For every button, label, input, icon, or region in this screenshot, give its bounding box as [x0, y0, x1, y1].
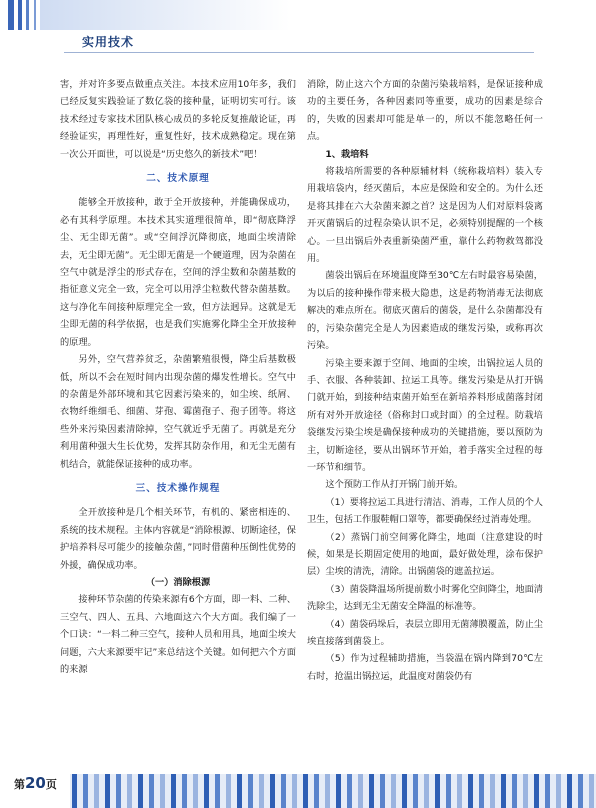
bottom-stripe: [160, 774, 165, 808]
bottom-stripe: [138, 774, 143, 808]
bottom-stripe: [358, 774, 363, 808]
paragraph: 消除，防止这六个方面的杂菌污染栽培料，是保证接种成功的主要任务，各种因素同等重要，成功的因素是综合的，失败的因素却可能是单一的，所以不能忽略任何一点。: [307, 79, 543, 143]
paragraph: （4）菌袋码垛后，表层立即用无菌薄膜覆盖，防止尘埃直接落到菌袋上。: [307, 618, 543, 647]
bottom-stripe: [127, 774, 132, 808]
paragraph: （5）作为过程辅助措施，当袋温在锅内降到70℃左右时，抢温出锅拉运，此温度对菌袋仍有: [307, 653, 543, 682]
bottom-stripe: [105, 774, 110, 808]
bottom-stripe: [380, 774, 385, 808]
bottom-stripe: [292, 774, 297, 808]
paragraph: 另外，空气营养贫乏，杂菌繁殖很慢，降尘后基数极低，所以不会在短时间内出现杂菌的爆发性增长。空气中的杂菌是外部环境和其它因素污染来的，如尘埃、纸屑、衣物纤维细毛、细菌、芽孢、霉菌孢子、孢子团等。将这些外来污染因素清除掉，空气就近乎无菌了。再就是充分利用菌种强大生长优势，发挥其防杂作用，和无尘无菌有机结合，就能保证接种的成功率。: [60, 354, 296, 470]
bottom-stripe: [501, 774, 506, 808]
paragraph: （1）要将拉运工具进行清洁、消毒，工作人员的个人卫生，包括工作服鞋帽口罩等，都要确保经过消毒处理。: [307, 496, 543, 526]
page-number: 20: [25, 774, 46, 792]
paragraph: （2）蒸锅门前空间雾化降尘，地面（注意建设的时候，如果是长期固定使用的地面，最好做处理，涂布保护层）尘埃的清洗，清除。出锅菌袋的遮盖拉运。: [307, 531, 543, 578]
bottom-stripe: [116, 774, 121, 808]
bottom-stripe: [534, 774, 539, 808]
bottom-stripe: [490, 774, 495, 808]
decor-stripe: [26, 0, 29, 30]
bottom-stripe: [589, 774, 594, 808]
bottom-stripe: [204, 774, 209, 808]
bottom-stripe: [325, 774, 330, 808]
bottom-stripe: [578, 774, 583, 808]
bottom-stripe: [94, 774, 99, 808]
subsection-heading: 1、栽培料: [325, 148, 369, 160]
bottom-stripe: [248, 774, 253, 808]
bottom-stripe: [512, 774, 517, 808]
bottom-stripe: [193, 774, 198, 808]
section-header-title: 实用技术: [82, 35, 135, 49]
bottom-stripe: [556, 774, 561, 808]
bottom-stripe: [468, 774, 473, 808]
bottom-stripe: [83, 774, 88, 808]
bottom-stripe: [545, 774, 550, 808]
paragraph: 将栽培所需要的各种原辅材料（统称栽培料）装入专用栽培袋内，经灭菌后，本应是保险和安全的。为什么还是将其排在六大杂菌来源之首？这是因为人们对原料袋离开灭菌锅后的过程杂染认识不足，必须特别提醒的一个核心。一旦出锅后外表重新染菌严重，靠什么药物救驾都没用。: [307, 166, 543, 265]
section-heading: 二、技术原理: [146, 173, 210, 185]
bottom-stripe: [424, 774, 429, 808]
bottom-stripe: [391, 774, 396, 808]
paragraph: 全开放接种是几个相关环节，有机的、紧密相连的、系统的技术规程。主体内容就是“消除根源、切断途径，保护培养料尽可能少的接触杂菌，”同时借菌种压倒性优势的外援，确保成功率。: [60, 507, 296, 571]
bottom-stripe: [303, 774, 308, 808]
page-number-label: [14, 774, 57, 792]
stripe-background: [70, 774, 596, 808]
bottom-stripe: [182, 774, 187, 808]
bottom-stripe: [457, 774, 462, 808]
bottom-stripe: [347, 774, 352, 808]
decor-stripe: [8, 0, 14, 30]
bottom-stripe: [369, 774, 374, 808]
bottom-stripe: [259, 774, 264, 808]
bottom-stripe: [215, 774, 220, 808]
bottom-stripe: [314, 774, 319, 808]
bottom-stripe: [149, 774, 154, 808]
page-prefix: 第: [14, 778, 25, 791]
paragraph: 能够全开放接种，敢于全开放接种，并能确保成功，必有其科学原理。本技术其实道理很简单，即“彻底降浮尘、无尘即无菌”。或“空间浮沉降彻底，地面尘埃清除去，无尘即无菌”。无尘即无菌是一个硬道理，因为杂菌在空气中就是浮尘的形式存在，空间的浮尘数和杂菌基数的指征意义完全一致，完全可以用浮尘粒数代替杂菌基数。这与净化车间接种原理完全一致，但方法迥异。这就是无尘即无菌的科学依据，也是我们实施雾化降尘全开放接种的原理。: [60, 197, 296, 348]
paragraph: 害，并对许多要点做重点关注。本技术应用10年多，我们已经反复实践验证了数亿袋的接种量，证明切实可行。该技术经过专家技术团队核心成员的多轮反复推敲论证，再经验证实，再理性好，重复性好，技术成熟稳定。现在第一次公开面世，可以说是“历史悠久的新技术”吧！: [60, 79, 296, 160]
bottom-stripe: [523, 774, 528, 808]
bottom-stripe: [479, 774, 484, 808]
bottom-stripe: [281, 774, 286, 808]
top-decorative-band: [0, 0, 596, 30]
paragraph: 这个预防工作从打开锅门前开始。: [325, 479, 464, 491]
bottom-stripe: [237, 774, 242, 808]
bottom-stripe: [270, 774, 275, 808]
bottom-decorative-band: [0, 774, 596, 808]
bottom-stripe: [413, 774, 418, 808]
bottom-stripe: [72, 774, 77, 808]
section-heading: 三、技术操作规程: [135, 482, 221, 494]
decor-stripe: [18, 0, 22, 30]
decor-stripe: [34, 0, 36, 30]
bottom-stripe: [171, 774, 176, 808]
bottom-stripes: [0, 774, 596, 808]
bottom-stripe: [226, 774, 231, 808]
bottom-stripe: [402, 774, 407, 808]
page-suffix: 页: [45, 778, 57, 791]
bottom-stripe: [567, 774, 572, 808]
paragraph: 污染主要来源于空间、地面的尘埃，出锅拉运人员的手、衣服、各种装卸、拉运工具等。继发污染是从打开锅门就开始，到接种结束菌开始至在新培养料形成菌落封闭所有对外开放途径（俗称封口或封面）的全过程。防栽培袋继发污染尘埃是确保接种成功的关键措施，要以预防为主，切断途径，要从出锅环节开始，着手落实全过程的每一环节和细节。: [307, 357, 543, 473]
paragraph: （3）菌袋降温场所提前数小时雾化空间降尘，地面清洗除尘，达到无尘无菌安全降温的标准等。: [307, 583, 543, 613]
bottom-stripe: [336, 774, 341, 808]
paragraph: 菌袋出锅后在环境温度降至30℃左右时最容易染菌，为以后的接种操作带来极大隐患，这是药物消毒无法彻底解决的难点所在。彻底灭菌后的菌袋，是什么杂菌都没有的，污染杂菌完全是人为因素造成的继发污染，或称再次污染。: [307, 270, 543, 352]
subsection-heading: （一）消除根源: [145, 576, 211, 588]
paragraph: 接种环节杂菌的传染来源有6个方面，即一料、二种、三空气、四人、五具、六地面这六个大方面。我们编了一个口诀：“一料二种三空气，接种人员和用具，地面尘埃大问题，六大来源要牢记”来总结这个关键。如何把六个方面的来源: [60, 594, 296, 675]
bottom-stripe: [446, 774, 451, 808]
bottom-stripe: [435, 774, 440, 808]
header-rule: [64, 52, 534, 53]
right-text-column: [307, 76, 543, 685]
left-text-column: [60, 76, 296, 678]
decor-gradient: [40, 0, 596, 30]
